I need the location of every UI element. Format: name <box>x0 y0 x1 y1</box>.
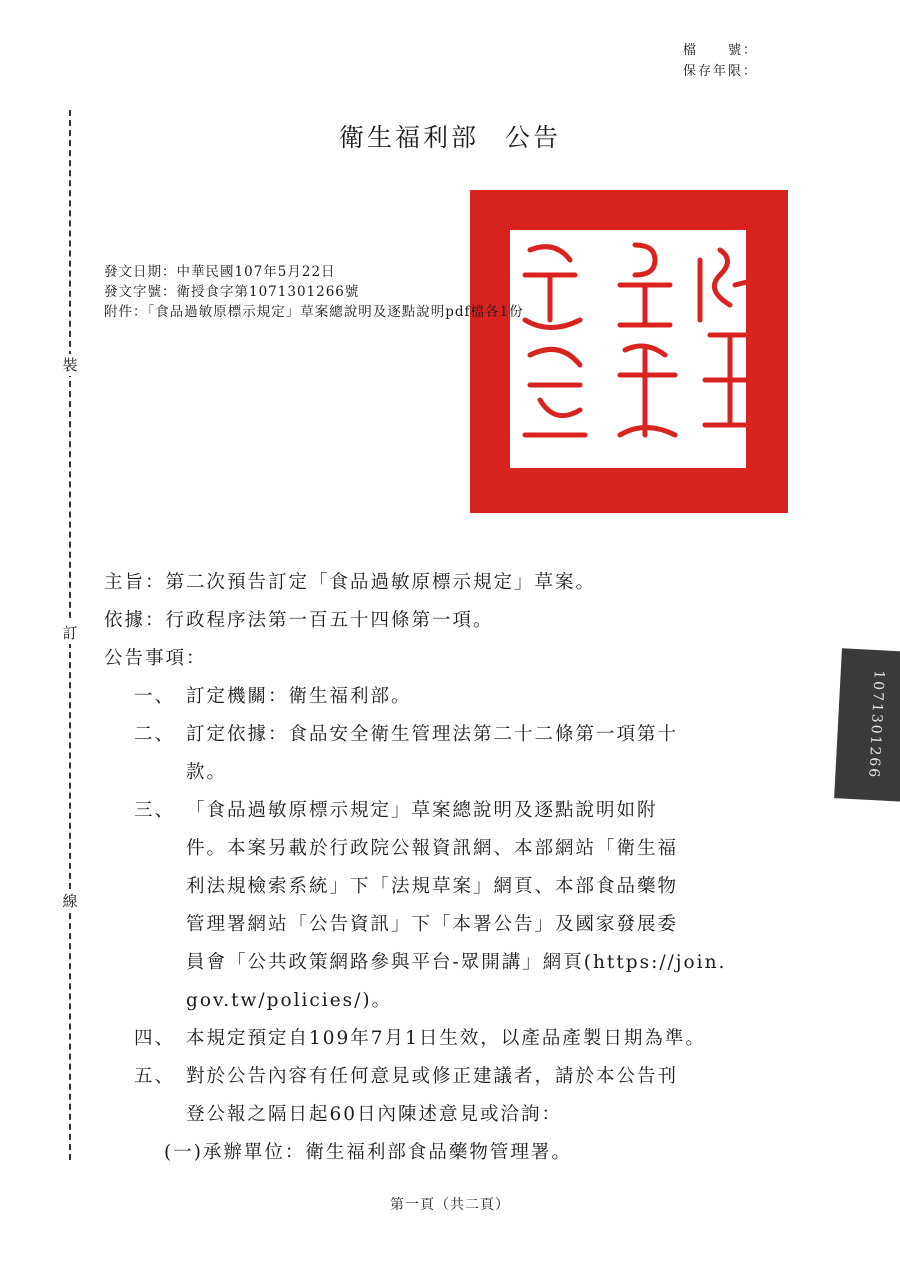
item-continuation: 利法規檢索系統」下「法規草案」網頁、本部食品藥物 <box>186 876 679 897</box>
announcement-body <box>104 567 726 1175</box>
list-item <box>104 795 726 827</box>
items-heading: 公告事項： <box>104 648 207 669</box>
item-number: 五、 <box>134 1066 176 1087</box>
official-seal <box>470 190 788 513</box>
edge-stamp-text: 1071301266 <box>865 669 887 780</box>
issue-date: 發文日期：中華民國107年5月22日 <box>104 264 336 280</box>
sub-item: (一)承辦單位：衛生福利部食品藥物管理署。 <box>164 1142 572 1163</box>
subject-line: 主旨：第二次預告訂定「食品過敏原標示規定」草案。 <box>104 572 597 593</box>
page-title <box>0 118 900 154</box>
item-text: 訂定機關：衛生福利部。 <box>186 686 412 707</box>
file-number-label: 檔 號： <box>683 43 759 58</box>
item-continuation: 登公報之隔日起60日內陳述意見或洽詢： <box>186 1104 563 1125</box>
binding-char-xian: 線 <box>58 890 82 912</box>
binding-line <box>58 110 82 1160</box>
issue-number: 發文字號：衛授食字第1071301266號 <box>104 284 360 300</box>
list-item <box>104 1023 726 1055</box>
seal-glyphs-icon <box>470 190 788 513</box>
page-number: 第一頁（共二頁） <box>390 1197 510 1213</box>
basis-line: 依據：行政程序法第一百五十四條第一項。 <box>104 610 494 631</box>
item-continuation: 管理署網站「公告資訊」下「本署公告」及國家發展委 <box>186 914 679 935</box>
item-text: 本規定預定自109年7月1日生效，以產品產製日期為準。 <box>186 1028 706 1049</box>
item-number: 四、 <box>134 1028 176 1049</box>
list-item <box>104 681 726 713</box>
list-item <box>104 719 726 751</box>
item-continuation: 員會「公共政策網路參與平台-眾開講」網頁(https://join. <box>186 952 727 973</box>
list-item <box>104 1061 726 1093</box>
edge-stamp <box>834 648 900 801</box>
item-text: 對於公告內容有任何意見或修正建議者，請於本公告刊 <box>186 1066 679 1087</box>
title-agency: 衛生福利部 <box>338 123 479 152</box>
item-number: 二、 <box>134 724 176 745</box>
title-type: 公告 <box>505 123 562 152</box>
item-number: 一、 <box>134 686 176 707</box>
item-continuation: gov.tw/policies/)。 <box>186 990 393 1011</box>
item-text: 「食品過敏原標示規定」草案總說明及逐點說明如附 <box>186 800 658 821</box>
item-number: 三、 <box>134 800 176 821</box>
binding-char-zhuang: 裝 <box>58 354 82 376</box>
item-text: 訂定依據：食品安全衛生管理法第二十二條第一項第十 <box>186 724 679 745</box>
retention-label: 保存年限： <box>683 64 759 79</box>
item-continuation: 款。 <box>186 762 228 783</box>
issue-attachment: 附件：「食品過敏原標示規定」草案總說明及逐點說明pdf檔各1份 <box>104 304 524 320</box>
item-continuation: 件。本案另載於行政院公報資訊網、本部網站「衛生福 <box>186 838 679 859</box>
binding-char-ding: 訂 <box>58 622 82 644</box>
issue-info <box>104 262 524 322</box>
file-info <box>683 40 758 82</box>
